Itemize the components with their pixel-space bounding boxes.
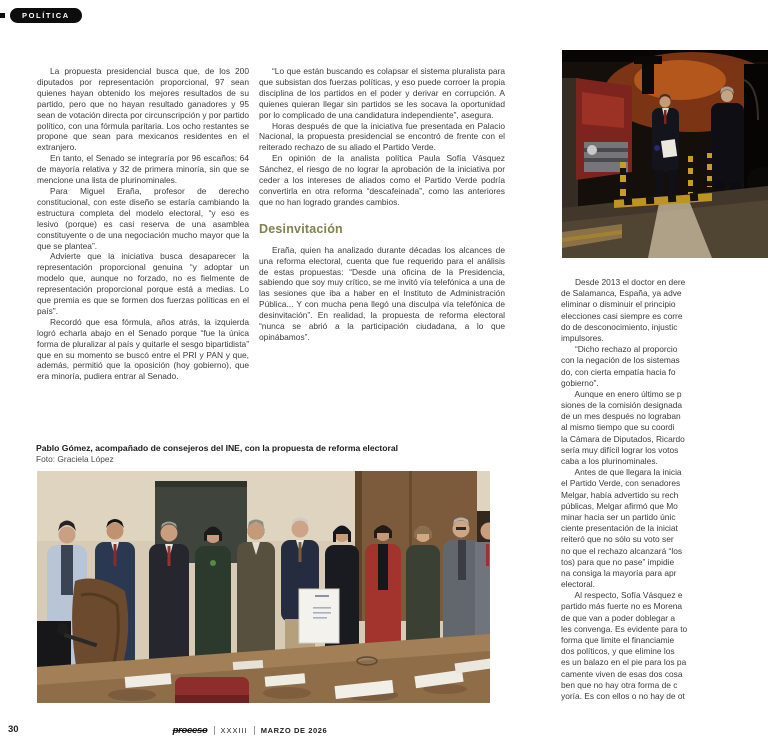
body-paragraph: Recordó que esa fórmula, años atrás, la izquierda logró echarla abajo en el Senado porque “fue la única forma de pluralizar al país y quitarle el sesgo bipartidista” que en su momento se buscó entre el PRI y PAN y que, además, permitió que la oposición (hoy gobierno), que era minoría, pudiera entrar al Senado. xyxy=(37,316,249,382)
reform-document-binder xyxy=(299,589,339,643)
article-column-1 xyxy=(37,66,249,382)
body-line: do, con cierta empatía hacia fo xyxy=(561,366,676,377)
body-line: Aunque en enero último se p xyxy=(561,388,682,399)
page-number: 30 xyxy=(8,724,19,735)
body-paragraph: “Lo que están buscando es colapsar el sistema pluralista para que subsistan dos fuerzas políticas, y eso puede corroer la propia disciplina de los partidos en el poder y derivar en corrupción. A quienes quieran llegar sin partidos se les socava la oportunidad por lo complicado de una candidatura independiente”, asegura. xyxy=(259,66,505,120)
body-line: na consiga la mayoría para apr xyxy=(561,567,677,578)
body-paragraph: En tanto, el Senado se integraría por 96 escaños: 64 de mayoría relativa y 32 de primera minoría, sin que se mencione una lista de plurinominales. xyxy=(37,153,249,186)
body-line: electoral. xyxy=(561,579,595,590)
body-line: tos) para que no pase” impidie xyxy=(561,556,675,567)
body-line: dos políticos, y que elimine los xyxy=(561,646,675,657)
body-line: partido más fuerte no es Morena xyxy=(561,601,683,612)
body-line: no que el rechazo alcanzará “los xyxy=(561,545,683,556)
body-line: ben que no hay otra forma de c xyxy=(561,679,678,690)
body-line: Melgar, había advertido su rech xyxy=(561,489,679,500)
body-line: forma que limite el financiamie xyxy=(561,635,675,645)
body-line: públicas, Melgar afirmó que Mo xyxy=(561,500,678,511)
body-line: les convenga. Es evidente para to xyxy=(561,623,688,634)
body-line: camente viven de esas dos cosa xyxy=(561,668,683,679)
footer-divider xyxy=(254,726,255,735)
body-line: al mismo tiempo que su coordi xyxy=(561,422,675,433)
body-line: con la negación de los sistemas xyxy=(561,355,680,366)
column2-top xyxy=(259,66,505,208)
body-line: “Dicho rechazo al proporcio xyxy=(561,344,678,355)
ine-group-photo-illustration xyxy=(37,471,490,703)
article-column-2 xyxy=(259,66,505,343)
body-line: do de desconocimiento, injustic xyxy=(561,321,678,332)
body-line: la Cámara de Diputados, Ricardo xyxy=(561,433,685,444)
photo-caption-credit: Foto: Graciela López xyxy=(36,453,114,464)
body-line: minar hacia ser un partido únic xyxy=(561,511,676,522)
body-line: elecciones casi siempre es corre xyxy=(561,310,683,321)
body-line: reiteró que no sólo su voto ser xyxy=(561,534,674,545)
body-line: impulsores. xyxy=(561,332,604,343)
body-paragraph: Advierte que la iniciativa busca desaparecer la representación proporcional genuina “y adoptar un modelo que, aunque no forzado, no es fielmente de representación proporcional porque está a medias. Lo que premia es que se formen dos fuerzas políticas en el país”. xyxy=(37,251,249,316)
body-line: Al respecto, Sofía Vásquez e xyxy=(561,590,683,601)
volume-number: XXXIII xyxy=(220,726,248,735)
body-line: el Partido Verde, con senadores xyxy=(561,478,681,489)
body-line: caba a los plurinominales. xyxy=(561,456,658,466)
body-line: sería muy difícil lograr los votos xyxy=(561,444,679,455)
body-paragraph: Para Miguel Eraña, profesor de derecho constitucional, con este diseño se estaría cambiando la estructura completa del modelo electoral, “y eso es lesivo (porque) es casi reserva de una asamblea constituyente o de una negociación mucho mayor que la que se plantea”. xyxy=(37,185,249,251)
body-line: gobierno”. xyxy=(561,377,599,388)
footer-center xyxy=(120,725,380,736)
page-edge-marker xyxy=(0,13,5,18)
photo-caption xyxy=(36,443,496,464)
column2-bottom xyxy=(259,245,505,343)
body-line: de un mes después no lograban xyxy=(561,411,681,422)
section-label: POLÍTICA xyxy=(22,10,70,20)
photo-caption-title: Pablo Gómez, acompañado de consejeros del INE, con la propuesta de reforma electoral xyxy=(36,443,398,453)
body-line: Antes de que llegara la inicia xyxy=(561,467,682,478)
ine-group-photo xyxy=(37,471,490,703)
article-column-right-page xyxy=(561,277,768,702)
subheading: Desinvitación xyxy=(259,221,343,236)
body-line: de Salamanca, España, ya adve xyxy=(561,288,682,299)
body-line: siones de la comisión designada xyxy=(561,400,683,411)
magazine-logo: proceso xyxy=(172,725,208,736)
body-line: Desde 2013 el doctor en dere xyxy=(561,277,686,287)
issue-date: MARZO DE 2026 xyxy=(260,726,328,735)
body-paragraph: Eraña, quien ha analizado durante décadas los alcances de una reforma electoral, cuenta que fue requerido para el análisis de estas propuestas: “Desde una oficina de la Presidencia, sabiendo que soy muy crítico, se me invitó vía telefónica a una de las sesiones que iba a haber en el Instituto de Administración Pública... Y con mucha pena llegó una disculpa vía telefónica de desinvitación”. En realidad, la propuesta de reforma electoral “nunca se abrió a la participación ciudadana, a lo que opinábamos”. xyxy=(259,244,505,342)
garage-photo-illustration xyxy=(562,50,768,258)
body-line: de que van a poder doblegar a xyxy=(561,612,676,623)
body-paragraph: Horas después de que la iniciativa fue presentada en Palacio Nacional, la propuesta presidencial se encontró de frente con el reiterado rechazo de su aliado el Partido Verde. xyxy=(259,120,505,153)
body-line: yoría. Es con ellos o no hay de ot xyxy=(561,690,685,701)
body-line: eliminar o disminuir el principio xyxy=(561,299,676,310)
footer-divider xyxy=(214,726,215,735)
body-line: es un balazo en el pie para los pa xyxy=(561,657,687,668)
section-tag xyxy=(10,8,82,23)
body-line: ciente presentación de la iniciat xyxy=(561,523,678,534)
body-paragraph: La propuesta presidencial busca que, de los 200 diputados por representación proporcional, 97 sean quienes hayan obtenido los mejores resultados de su partido, pero que no hayan resultado ganadores y 95 sean de votación directa por circunscripción y por partido político, con una fórmula paritaria. Los ocho restantes se propone que sean para mexicanos residentes en el extranjero. xyxy=(37,66,249,153)
body-paragraph: En opinión de la analista política Paula Sofía Vásquez Sánchez, el riesgo de no lograr la aprobación de la iniciativa por ceder a los intereses de aliados como el Partido Verde podría convertirla en otra reforma “descafeinada”, como las anteriores que no han logrado grandes cambios. xyxy=(259,153,505,207)
parking-garage-photo xyxy=(562,50,768,258)
